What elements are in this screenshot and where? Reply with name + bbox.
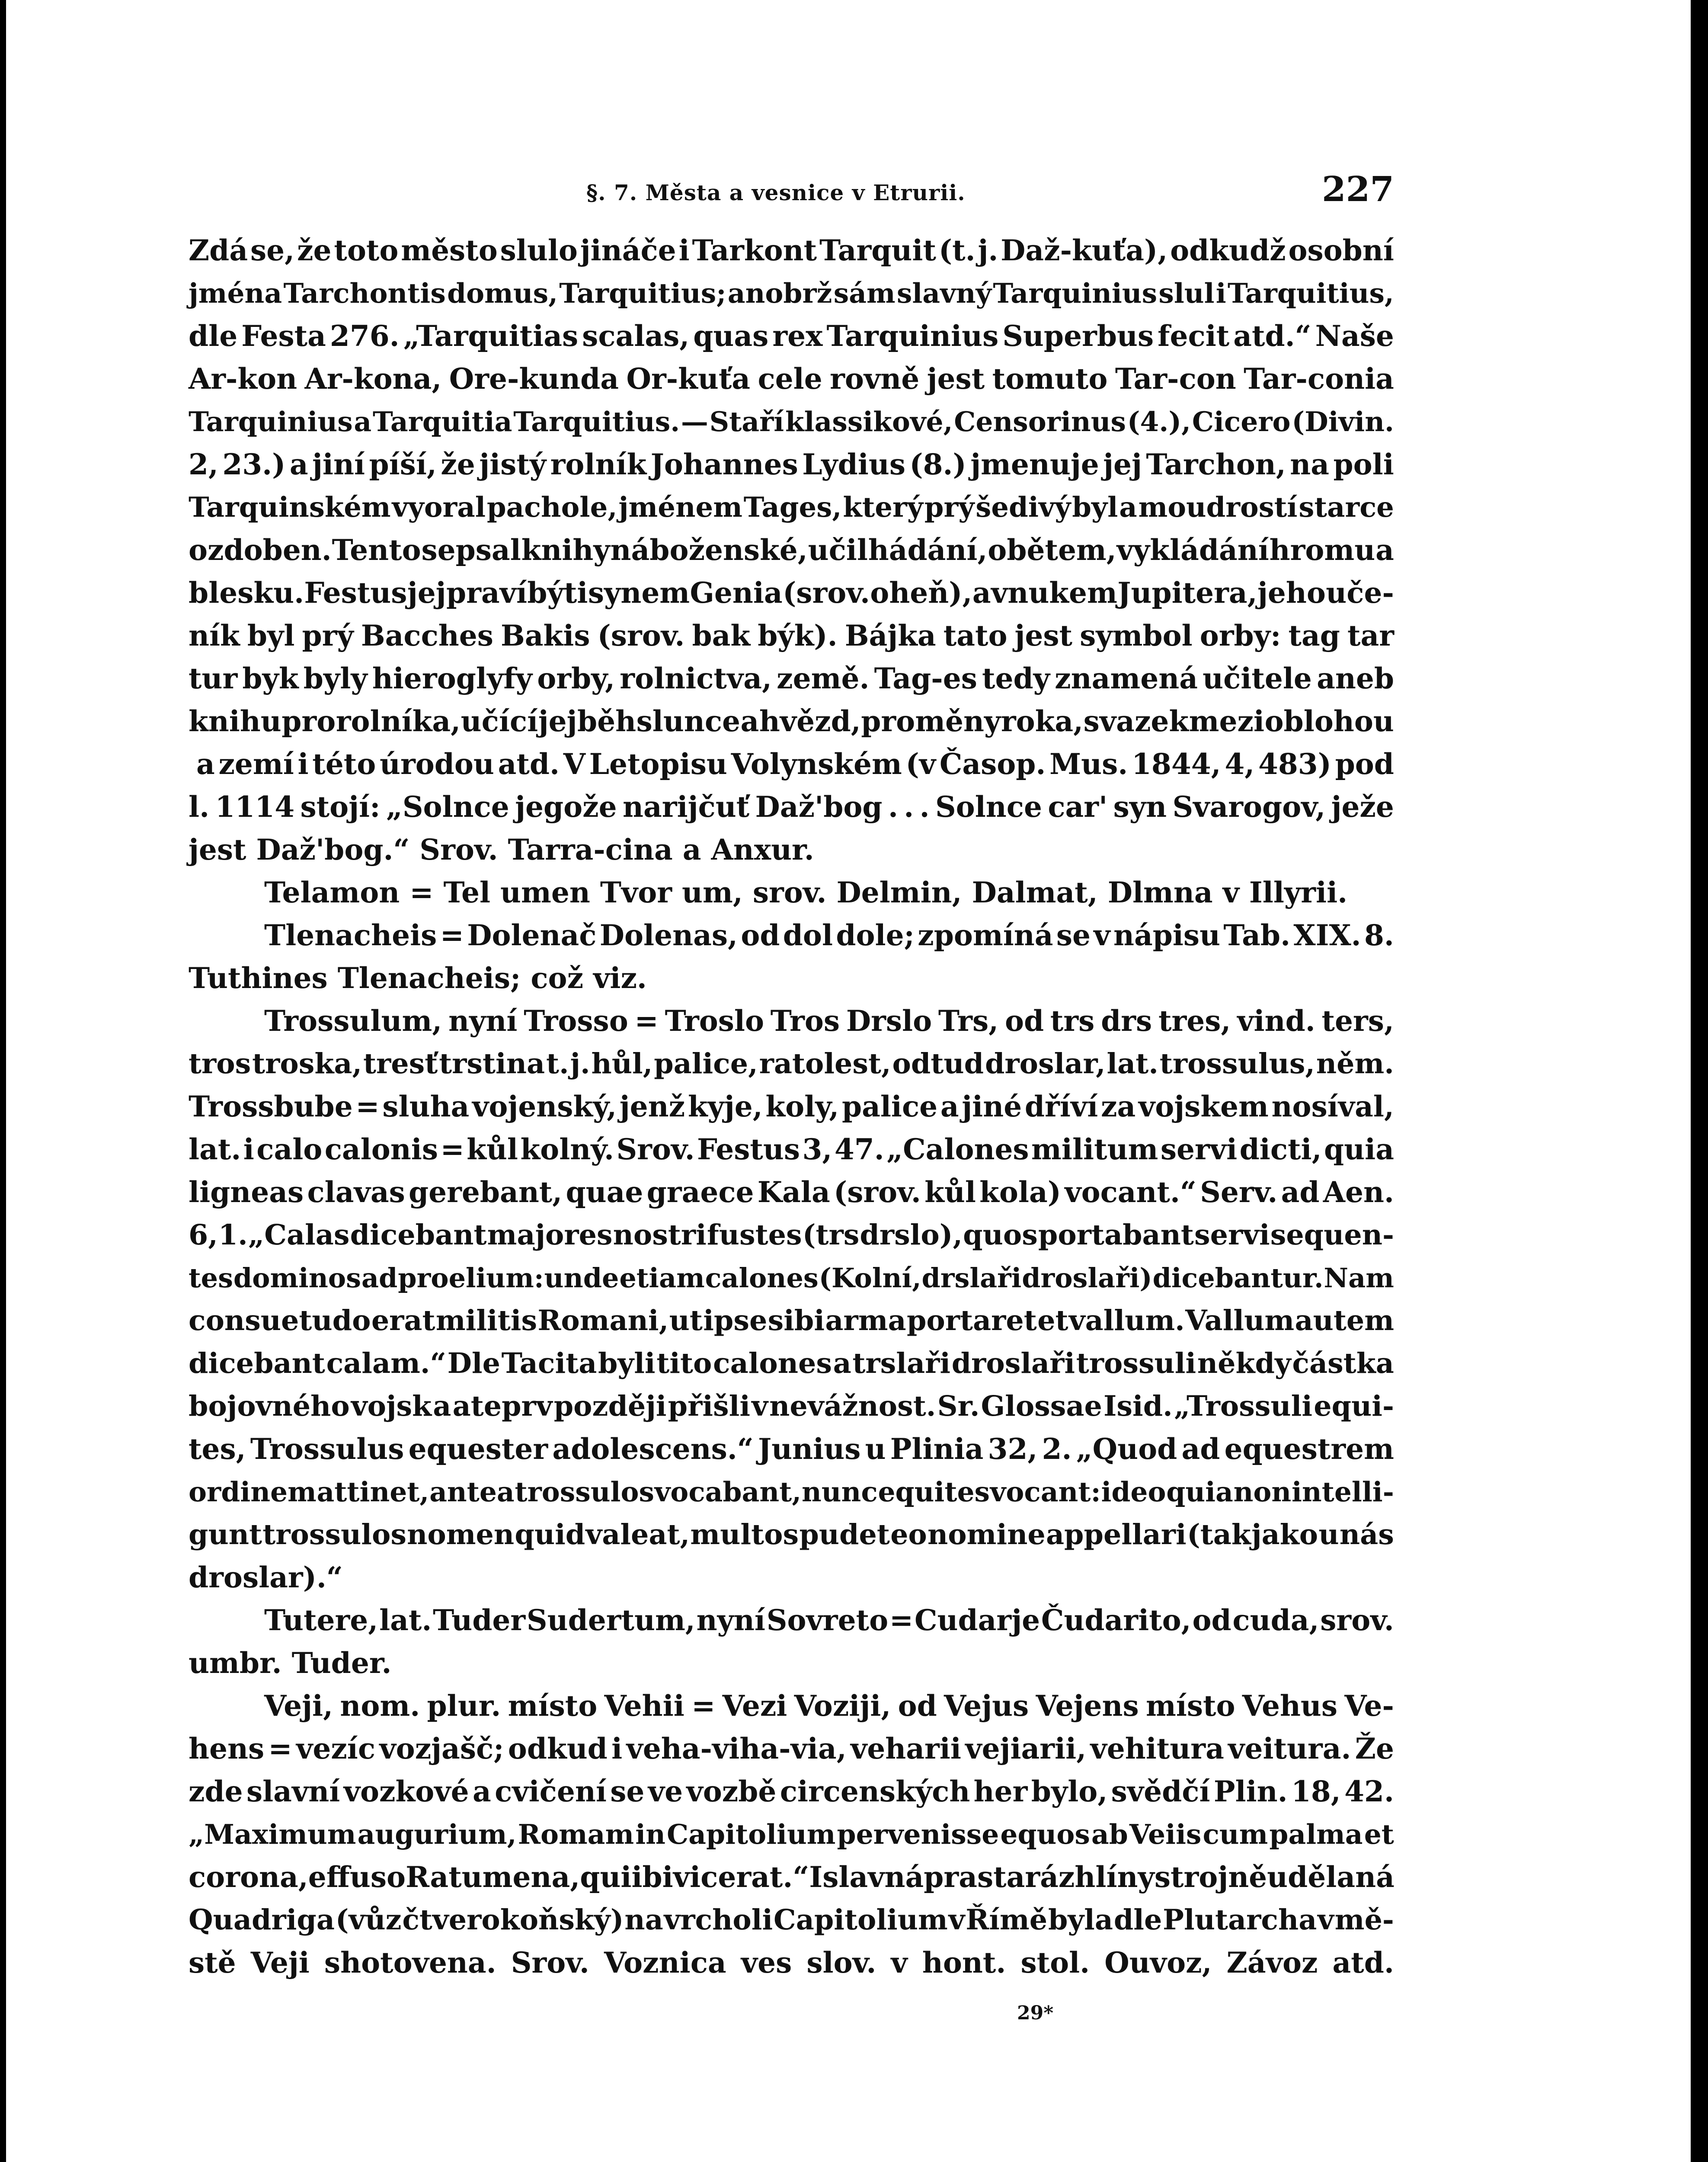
text-line: Tutere, lat. Tuder Sudertum, nyní Sovreto = Cudarje Čudarito, od cuda, srov. bbox=[264, 1603, 1394, 1637]
text-line: tur byk byly hieroglyfy orby, rolnictva, země. Tag-es tedy znamená učitele aneb bbox=[189, 662, 1394, 695]
text-line: Tarquinius a Tarquitia Tarquitius. — Staří klassikové, Censorinus (4.), Cicero (Divin. bbox=[189, 406, 1394, 438]
text-line: ozdoben. Tento sepsal knihy náboženské, učil hádání, obětem, vykládání hromu a bbox=[189, 533, 1394, 567]
text-line: 6, 1. „Calas dicebant majores nostri fustes (trs drslo), quos portabant servi sequen- bbox=[189, 1219, 1394, 1251]
text-line: tes, Trossulus equester adolescens.“ Junius u Plinia 32, 2. „Quod ad equestrem bbox=[189, 1432, 1394, 1466]
text-line: lat. i calo calonis = kůl kolný. Srov. Festus 3, 47. „Calones militum servi dicti, quia bbox=[189, 1132, 1394, 1166]
text-line: dicebant calam.“ Dle Tacita byli tito calones a trslaři droslaři trossuli někdy částka bbox=[189, 1347, 1394, 1380]
text-line: Trossbube = sluha vojenský, jenž kyje, koly, palice a jiné dříví za vojskem nosíval, bbox=[189, 1090, 1394, 1123]
book-page bbox=[189, 164, 1394, 2050]
text-line: bojovného vojsk a ateprv později přišli v nevážnost. Sr. Glossae Isid. „Trossuli equi- bbox=[189, 1390, 1394, 1423]
text-line: Tarquinském vyoral pachole, jménem Tages, který prý šedivý byl a moudrostí starce bbox=[189, 491, 1394, 524]
body-text bbox=[189, 229, 1394, 1984]
text-line: tros troska, tresť trstina t. j. hůl, palice, ratolest, odtud droslar, lat. trossulus, něm. bbox=[189, 1047, 1394, 1080]
text-line: l. 1114 stojí: „Solnce jegože narijčuť Daž'bog . . . Solnce car' syn Svarogov, ježe bbox=[189, 790, 1394, 824]
scan-edge-right bbox=[1691, 0, 1708, 2162]
text-line: zde slavní vozkové a cvičení se ve vozbě circenských her bylo, svědčí Plin. 18, 42. bbox=[189, 1775, 1394, 1808]
text-line: corona, effuso Ratumena, qui ibi vicerat.“ I slavná prastará z hlíny strojně udělaná bbox=[189, 1860, 1395, 1894]
scan-edge-left bbox=[0, 0, 6, 2162]
text-line: droslar).“ bbox=[189, 1561, 343, 1594]
text-line: jména Tarchontis domus, Tarquitius; anobrž sám slavný Tarquinius slul i Tarquitius, bbox=[189, 277, 1394, 309]
signature-mark: 29* bbox=[1017, 2002, 1054, 2024]
text-line: Tuthines Tlenacheis; což viz. bbox=[189, 961, 647, 995]
page-number: 227 bbox=[1322, 169, 1394, 209]
text-line: Quadriga (vůz čtverokoňský) na vrcholi Capitolium v Římě byla dle Plutarcha v mě- bbox=[189, 1903, 1394, 1936]
text-line: a zemí i této úrodou atd. V Letopisu Volynském (v Časop. Mus. 1844, 4, 483) pod bbox=[196, 747, 1394, 781]
text-line: consuetudo erat militis Romani, ut ipse sibi arma portaret et vallum. Vallum autem bbox=[189, 1304, 1394, 1337]
text-line: Zdá se, že toto město slulo jináče i Tarkont Tarquit (t. j. Daž-kuťa), odkudž osobní bbox=[189, 233, 1394, 267]
text-line: stě Veji shotovena. Srov. Voznica ves slov. v hont. stol. Ouvoz, Závoz atd. bbox=[189, 1946, 1394, 1980]
text-line: Veji, nom. plur. místo Vehii = Vezi Voziji, od Vejus Vejens místo Vehus Ve- bbox=[264, 1689, 1394, 1723]
text-line: „Maximum augurium, Romam in Capitolium pervenisse equos ab Veiis cum palma et bbox=[189, 1818, 1394, 1850]
text-line: jest Daž'bog.“ Srov. Tarra-cina a Anxur. bbox=[189, 833, 814, 867]
text-line: ordinem attinet, antea trossulos vocabant, nunc equites vocant: ideo quia non intelli- bbox=[189, 1476, 1394, 1508]
text-line: Trossulum, nyní Trosso = Troslo Tros Drslo Trs, od trs drs tres, vind. ters, bbox=[264, 1004, 1394, 1038]
text-line: tes dominos ad proelium: unde etiam calones (Kolní, drslaři droslaři) dicebantur. Nam bbox=[189, 1262, 1394, 1294]
text-line: Tlenacheis = Dolenač Dolenas, od dol dole; zpomíná se v nápisu Tab. XIX. 8. bbox=[264, 918, 1394, 952]
text-line: knihu pro rolníka, učící jej běh slunce a hvězd, proměny roka, svazek mezi oblohou bbox=[189, 704, 1394, 738]
text-line: umbr. Tuder. bbox=[189, 1646, 392, 1680]
text-line: ligneas clavas gerebant, quae graece Kala (srov. kůl kola) vocant.“ Serv. ad Aen. bbox=[189, 1175, 1394, 1209]
text-line: blesku. Festus jej praví býti synem Genia (srov. oheň), a vnukem Jupitera, jeho uče- bbox=[189, 576, 1394, 610]
running-head bbox=[189, 164, 1394, 212]
text-line: gunt trossulos nomen quid valeat, multos pudet eo nomine appellari (tak jako u nás bbox=[189, 1518, 1394, 1551]
text-line: 2, 23.) a jiní píší, že jistý rolník Johannes Lydius (8.) jmenuje jej Tarchon, na poli bbox=[189, 448, 1394, 481]
text-line: Telamon = Tel umen Tvor um, srov. Delmin, Dalmat, Dlmna v Illyrii. bbox=[264, 876, 1348, 909]
text-line: ník byl prý Bacches Bakis (srov. bak býk). Bájka tato jest symbol orby: tag tar bbox=[189, 619, 1394, 652]
text-line: Ar-kon Ar-kona, Ore-kunda Or-kuťa cele rovně jest tomuto Tar-con Tar-conia bbox=[189, 362, 1394, 396]
running-title: §. 7. Města a vesnice v Etrurii. bbox=[586, 180, 966, 205]
text-line: hens = vezíc vozjašč; odkud i veha-viha-via, veharii vejiarii, vehitura veitura. Že bbox=[189, 1732, 1394, 1765]
text-line: dle Festa 276. „Tarquitias scalas, quas rex Tarquinius Superbus fecit atd.“ Naše bbox=[189, 319, 1394, 353]
